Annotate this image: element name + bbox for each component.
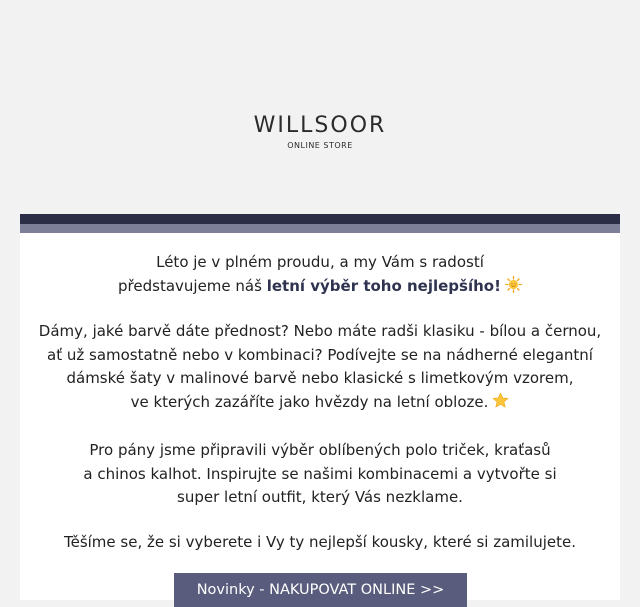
women-paragraph: [20, 320, 620, 414]
intro-line-1: Léto je v plném proudu, a my Vám s radostí: [156, 253, 484, 271]
intro-line-2: [20, 275, 620, 299]
brand-name: WILLSOOR: [253, 113, 387, 138]
closing-paragraph: [20, 531, 620, 555]
men-line: a chinos kalhot. Inspirujte se našimi kombinacemi a vytvořte si: [83, 464, 557, 483]
women-line: dámské šaty v malinové barvě nebo klasické s limetkovým vzorem,: [66, 369, 574, 387]
women-line-last: [20, 391, 620, 415]
women-line: Dámy, jaké barvě dáte přednost? Nebo máte radši klasiku - bílou a černou,: [38, 322, 602, 340]
star-icon: [492, 392, 509, 409]
accent-bar-light: [20, 224, 620, 233]
email-header: [0, 0, 640, 214]
intro-paragraph: [20, 251, 620, 298]
intro-highlight: letní výběr toho nejlepšího!: [266, 276, 501, 295]
closing-line: Těšíme se, že si vyberete i Vy ty nejlepší kousky, které si zamilujete.: [63, 533, 576, 551]
sun-icon: [505, 276, 522, 293]
men-line: super letní outfit, který Vás nezklame.: [177, 488, 463, 506]
brand-logo[interactable]: [0, 113, 640, 152]
men-paragraph: [20, 439, 620, 510]
shop-online-button[interactable]: Novinky - NAKUPOVAT ONLINE >>: [174, 573, 467, 607]
men-line: Pro pány jsme připravili výběr oblíbených polo triček, kraťasů: [89, 441, 551, 459]
brand-tagline: ONLINE STORE: [287, 141, 353, 150]
email-content: [20, 233, 620, 600]
women-line-text: ve kterých zazáříte jako hvězdy na letní obloze.: [130, 392, 489, 411]
accent-bar-dark: [20, 214, 620, 224]
intro-line-2-text: představujeme náš: [118, 276, 267, 295]
women-line: ať už samostatně nebo v kombinaci? Podívejte se na nádherné elegantní: [47, 345, 593, 364]
